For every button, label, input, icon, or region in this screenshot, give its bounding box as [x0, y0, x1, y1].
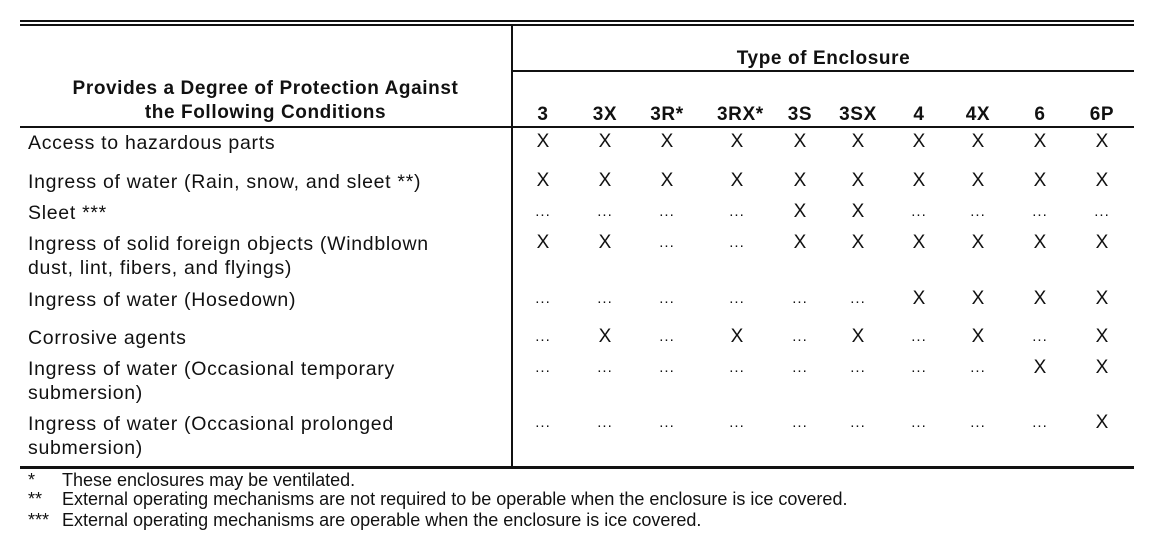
not-applicable-mark: ...: [911, 414, 927, 431]
protection-mark: X: [730, 131, 744, 152]
column-divider: [511, 26, 513, 466]
condition-label: Ingress of water (Hosedown): [28, 289, 297, 311]
protection-mark: X: [971, 170, 985, 191]
not-applicable-mark: ...: [659, 234, 675, 251]
not-applicable-mark: ...: [1032, 414, 1048, 431]
column-header-3x: 3X: [592, 104, 618, 125]
column-header-4: 4: [913, 104, 925, 125]
column-header-3sx: 3SX: [839, 104, 877, 125]
not-applicable-mark: ...: [911, 328, 927, 345]
condition-label: Sleet ***: [28, 202, 107, 224]
protection-mark: X: [912, 288, 926, 309]
protection-mark: X: [851, 131, 865, 152]
not-applicable-mark: ...: [659, 203, 675, 220]
protection-mark: X: [912, 131, 926, 152]
column-header-6p: 6P: [1089, 104, 1115, 125]
not-applicable-mark: ...: [792, 328, 808, 345]
condition-label: Ingress of solid foreign objects (Windblown: [28, 233, 429, 255]
not-applicable-mark: ...: [1032, 203, 1048, 220]
protection-mark: X: [1095, 232, 1109, 253]
not-applicable-mark: ...: [729, 234, 745, 251]
not-applicable-mark: ...: [659, 290, 675, 307]
footnote-text: External operating mechanisms are operable when the enclosure is ice covered.: [62, 510, 702, 530]
top-double-rule-inner: [20, 24, 1134, 26]
protection-mark: X: [793, 232, 807, 253]
not-applicable-mark: ...: [659, 359, 675, 376]
not-applicable-mark: ...: [729, 414, 745, 431]
not-applicable-mark: ...: [911, 359, 927, 376]
condition-label: Corrosive agents: [28, 327, 187, 349]
protection-mark: X: [793, 170, 807, 191]
condition-label: submersion): [28, 437, 143, 459]
not-applicable-mark: ...: [535, 203, 551, 220]
not-applicable-mark: ...: [597, 359, 613, 376]
not-applicable-mark: ...: [597, 414, 613, 431]
protection-mark: X: [536, 170, 550, 191]
footnote-text: These enclosures may be ventilated.: [62, 470, 356, 490]
protection-mark: X: [660, 170, 674, 191]
protection-mark: X: [1033, 131, 1047, 152]
protection-mark: X: [851, 326, 865, 347]
not-applicable-mark: ...: [1032, 328, 1048, 345]
protection-mark: X: [598, 170, 612, 191]
condition-header-line-2: the Following Conditions: [144, 102, 387, 123]
condition-label: Ingress of water (Occasional prolonged: [28, 413, 394, 435]
not-applicable-mark: ...: [535, 414, 551, 431]
not-applicable-mark: ...: [535, 359, 551, 376]
top-double-rule-outer: [20, 20, 1134, 22]
not-applicable-mark: ...: [1094, 203, 1110, 220]
protection-mark: X: [536, 232, 550, 253]
protection-mark: X: [1095, 170, 1109, 191]
protection-mark: X: [851, 170, 865, 191]
protection-mark: X: [912, 232, 926, 253]
column-header-3s: 3S: [787, 104, 813, 125]
group-header-rule: [513, 70, 1134, 72]
not-applicable-mark: ...: [729, 290, 745, 307]
protection-mark: X: [660, 131, 674, 152]
protection-mark: X: [1095, 412, 1109, 433]
group-header: Type of Enclosure: [736, 48, 911, 69]
footnote-text: External operating mechanisms are not required to be operable when the enclosure is ice covered.: [62, 489, 848, 509]
protection-mark: X: [536, 131, 550, 152]
not-applicable-mark: ...: [729, 203, 745, 220]
protection-mark: X: [598, 232, 612, 253]
protection-mark: X: [730, 170, 744, 191]
column-header-6: 6: [1034, 104, 1046, 125]
not-applicable-mark: ...: [792, 359, 808, 376]
not-applicable-mark: ...: [535, 290, 551, 307]
not-applicable-mark: ...: [659, 414, 675, 431]
footnote-symbol: *: [28, 470, 36, 490]
column-header-3rx: 3RX*: [717, 104, 764, 125]
protection-mark: X: [730, 326, 744, 347]
condition-label: submersion): [28, 382, 143, 404]
not-applicable-mark: ...: [970, 414, 986, 431]
protection-mark: X: [1095, 288, 1109, 309]
table-bottom-rule: [20, 466, 1134, 469]
header-bottom-rule: [20, 126, 1134, 128]
protection-mark: X: [598, 326, 612, 347]
column-header-3: 3: [537, 104, 549, 125]
condition-label: Access to hazardous parts: [28, 132, 276, 154]
not-applicable-mark: ...: [850, 414, 866, 431]
protection-mark: X: [598, 131, 612, 152]
not-applicable-mark: ...: [535, 328, 551, 345]
protection-mark: X: [1033, 357, 1047, 378]
protection-mark: X: [1095, 131, 1109, 152]
protection-mark: X: [851, 201, 865, 222]
condition-header-line-1: Provides a Degree of Protection Against: [72, 78, 459, 99]
protection-mark: X: [1033, 288, 1047, 309]
not-applicable-mark: ...: [970, 203, 986, 220]
not-applicable-mark: ...: [850, 290, 866, 307]
not-applicable-mark: ...: [911, 203, 927, 220]
column-header-4x: 4X: [965, 104, 991, 125]
protection-mark: X: [1095, 326, 1109, 347]
not-applicable-mark: ...: [659, 328, 675, 345]
not-applicable-mark: ...: [597, 203, 613, 220]
not-applicable-mark: ...: [597, 290, 613, 307]
protection-mark: X: [1033, 232, 1047, 253]
condition-label: Ingress of water (Occasional temporary: [28, 358, 395, 380]
protection-mark: X: [1033, 170, 1047, 191]
protection-mark: X: [793, 201, 807, 222]
not-applicable-mark: ...: [792, 290, 808, 307]
condition-label: dust, lint, fibers, and flyings): [28, 257, 293, 279]
protection-mark: X: [971, 232, 985, 253]
not-applicable-mark: ...: [729, 359, 745, 376]
protection-mark: X: [851, 232, 865, 253]
footnote-symbol: ***: [28, 510, 50, 530]
not-applicable-mark: ...: [792, 414, 808, 431]
condition-label: Ingress of water (Rain, snow, and sleet **): [28, 171, 422, 193]
protection-mark: X: [971, 131, 985, 152]
protection-mark: X: [1095, 357, 1109, 378]
footnote-symbol: **: [28, 489, 43, 509]
not-applicable-mark: ...: [970, 359, 986, 376]
column-header-3r: 3R*: [650, 104, 684, 125]
protection-mark: X: [971, 326, 985, 347]
protection-mark: X: [793, 131, 807, 152]
not-applicable-mark: ...: [850, 359, 866, 376]
protection-mark: X: [912, 170, 926, 191]
protection-mark: X: [971, 288, 985, 309]
